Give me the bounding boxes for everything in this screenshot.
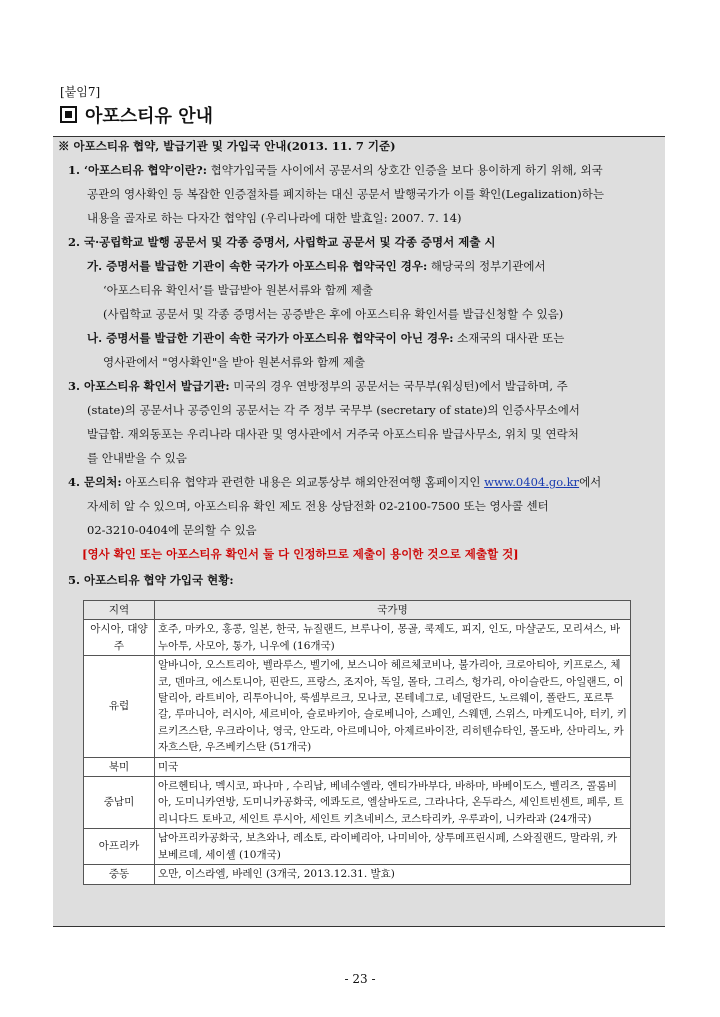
text-line: 자세히 알 수 있으며, 아포스티유 확인 제도 전용 상담전화 02-2100-7500 또는 영사콜 센터 [87, 499, 549, 513]
square-bullet-icon [60, 106, 77, 123]
text-line: 가. 증명서를 발급한 기관이 속한 국가가 아포스티유 협약국인 경우: 해당국의 정부기관에서 [87, 259, 546, 273]
text-line: 4. 문의처: 아포스티유 협약과 관련한 내용은 외교통상부 해외안전여행 홈페이지인 www.0404.go.kr에서 [68, 475, 602, 489]
website-link[interactable]: www.0404.go.kr [484, 475, 580, 489]
text-line: (사립학교 공문서 및 각종 증명서는 공증받은 후에 아포스티유 확인서를 발급신청할 수 있음) [103, 307, 564, 321]
table-row [84, 865, 631, 884]
attachment-label: [붙임7] [60, 85, 101, 99]
table-header: 국가명 [155, 601, 631, 620]
region-cell: 중남미 [84, 777, 155, 829]
table-row [84, 757, 631, 776]
text-line: 1. ‘아포스티유 협약’이란?: 협약가입국들 사이에서 공문서의 상호간 인증을 보다 용이하게 하기 위해, 외국 [68, 163, 603, 177]
countries-cell: 호주, 마카오, 홍콩, 일본, 한국, 뉴질랜드, 브루나이, 몽골, 쿡제도, 피지, 인도, 마샬군도, 모리셔스, 바누아투, 사모아, 통가, 니우에 (16개국) [155, 620, 631, 656]
countries-cell: 남아프리카공화국, 보츠와나, 레소토, 라이베리아, 나미비아, 상투메프린시페, 스와질랜드, 말라위, 카보베르데, 세이셸 (10개국) [155, 829, 631, 865]
table-header-row [84, 601, 631, 620]
text-line: 나. 증명서를 발급한 기관이 속한 국가가 아포스티유 협약국이 아닌 경우: 소재국의 대사관 또는 [87, 331, 565, 345]
countries-cell: 아르헨티나, 멕시코, 파나마 , 수리남, 베네수엘라, 엔티가바부다, 바하마, 바베이도스, 벨리즈, 콜롬비아, 도미니카연방, 도미니카공화국, 에콰도르, 엘살바도르, 그라나다, 온두라스, 세인트빈센트, 페루, 트리니다드 토바고, 세인트 루시아, 세인트 키츠네비스, 코스타리카, 우루과이, 니카라과 (24개국) [155, 777, 631, 829]
page-title-text: 아포스티유 안내 [85, 106, 213, 127]
text-line: ‘아포스티유 확인서’를 발급받아 원본서류와 함께 제출 [103, 283, 373, 297]
table-row [84, 620, 631, 656]
table-row [84, 829, 631, 865]
text-line: 영사관에서 "영사확인"을 받아 원본서류와 함께 제출 [103, 355, 366, 369]
page-number: - 23 - [344, 972, 376, 986]
text-line: 내용을 골자로 하는 다자간 협약임 (우리나라에 대한 발효일: 2007. 7. 14) [87, 211, 462, 225]
region-cell: 아시아, 대양주 [84, 620, 155, 656]
table-row [84, 777, 631, 829]
table-row [84, 656, 631, 757]
region-cell: 유럽 [84, 656, 155, 757]
text-line: (state)의 공문서나 공증인의 공문서는 각 주 정부 국무부 (secretary of state)의 인증사무소에서 [87, 403, 580, 417]
notice-heading: ※ 아포스티유 협약, 발급기관 및 가입국 안내(2013. 11. 7 기준) [58, 139, 396, 153]
region-cell: 북미 [84, 757, 155, 776]
table-header: 지역 [84, 601, 155, 620]
section-heading: 2. 국·공립학교 발행 공문서 및 각종 증명서, 사립학교 공문서 및 각종 증명서 제출 시 [68, 235, 496, 249]
region-cell: 중동 [84, 865, 155, 884]
text-line: 발급함. 재외동포는 우리나라 대사관 및 영사관에서 거주국 아포스티유 발급사무소, 위치 및 연락처 [87, 427, 579, 441]
page-title [60, 102, 213, 128]
region-cell: 아프리카 [84, 829, 155, 865]
section-heading: 5. 아포스티유 협약 가입국 현황: [68, 573, 234, 587]
text-line: 02-3210-0404에 문의할 수 있음 [87, 523, 257, 537]
member-country-table [83, 600, 631, 885]
countries-cell: 미국 [155, 757, 631, 776]
text-line: 3. 아포스티유 확인서 발급기관: 미국의 경우 연방정부의 공문서는 국무부(워싱턴)에서 발급하며, 주 [68, 379, 568, 393]
text-line: 공관의 영사확인 등 복잡한 인증절차를 폐지하는 대신 공문서 발행국가가 이를 확인(Legalization)하는 [87, 187, 605, 201]
countries-cell: 오만, 이스라엘, 바레인 (3개국, 2013.12.31. 발효) [155, 865, 631, 884]
countries-cell: 알바니아, 오스트리아, 벨라루스, 벨기에, 보스니아 헤르체코비나, 불가리아, 크로아티아, 키프로스, 체코, 덴마크, 에스토니아, 핀란드, 프랑스, 조지아, 독일, 몰타, 그리스, 헝가리, 아이슬란드, 아일랜드, 이탈리아, 라트비아, 리투아니아, 룩셈부르크, 모나코, 몬테네그로, 네덜란드, 노르웨이, 폴란드, 포르투갈, 루마니아, 러시아, 세르비아, 슬로바키아, 슬로베니아, 스페인, 스웨덴, 스위스, 마케도니아, 터키, 키르키즈스탄, 우크라이나, 영국, 안도라, 아르메니아, 아제르바이잔, 리히텐슈타인, 몰도바, 산마리노, 카자흐스탄, 우즈베키스탄 (51개국) [155, 656, 631, 757]
notice-red: [영사 확인 또는 아포스티유 확인서 둘 다 인정하므로 제출이 용이한 것으로 제출할 것] [82, 547, 519, 561]
text-line: 를 안내받을 수 있음 [87, 451, 187, 465]
